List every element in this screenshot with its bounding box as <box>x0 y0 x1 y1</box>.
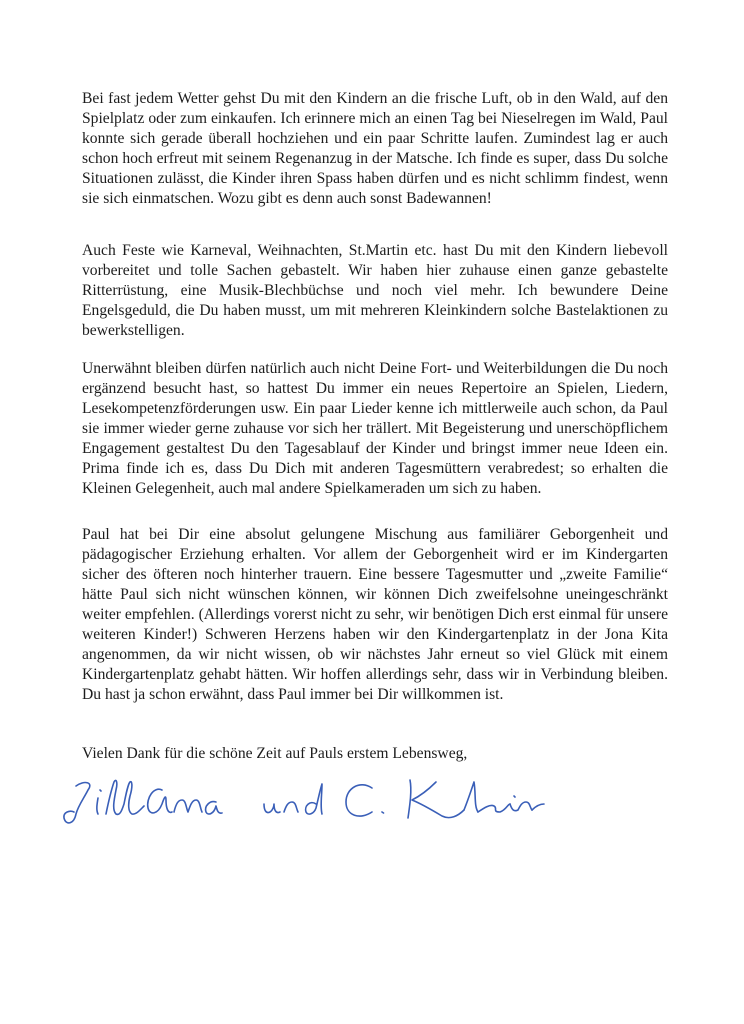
closing-line: Vielen Dank für die schöne Zeit auf Pauls erstem Lebensweg, <box>82 745 468 762</box>
paragraph-festivals: Auch Feste wie Karneval, Weihnachten, St.Martin etc. hast Du mit den Kindern liebevoll vorbereitet und tolle Sachen gebastelt. Wir haben hier zuhause einen ganze gebastelte Ritterrüstung, eine Musik-Blechbüchse und noch viel mehr. Ich bewundere Deine Engelsgeduld, die Du haben musst, um mit mehreren Kleinkindern solche Bastelaktionen zu bewerkstelligen. <box>82 242 668 339</box>
paragraph-training: Unerwähnt bleiben dürfen natürlich auch nicht Deine Fort- und Weiterbildungen die Du noch ergänzend besucht hast, so hattest Du immer ein neues Repertoire an Spielen, Liedern, Lesekompetenzförderungen usw. Ein paar Lieder kenne ich mittlerweile auch schon, da Paul sie immer wieder gerne zuhause vor sich her trällert. Mit Begeisterung und unerschöpflichem Engagement gestaltest Du den Tagesablauf der Kinder und bringst immer neue Ideen ein. Prima finde ich es, dass Du Dich mit anderen Tagesmüttern verabredest; so erhalten die Kleinen Gelegenheit, auch mal andere Spielkameraden um sich zu haben. <box>82 360 668 497</box>
paragraph-kindergarten: Paul hat bei Dir eine absolut gelungene Mischung aus familiärer Geborgenheit und pädagogischer Erziehung erhalten. Vor allem der Geborgenheit wird er im Kindergarten sicher des öfteren noch hinterher trauern. Eine bessere Tagesmutter und „zweite Familie“ hätte Paul sich nicht wünschen können, wir können Dich zweifelsohne uneingeschränkt weiter empfehlen. (Allerdings vorerst nicht zu sehr, wir benötigen Dich erst einmal für unsere weiteren Kinder!) Schweren Herzens haben wir den Kindergartenplatz in der Jona Kita angenommen, da wir nicht wissen, ob wir nächstes Jahr erneut so viel Glück mit einem Kindergartenplatz gehabt hätten. Wir hoffen allerdings sehr, dass wir in Verbindung bleiben. Du hast ja schon erwähnt, dass Paul immer bei Dir willkommen ist. <box>82 526 668 703</box>
paragraph-outdoor: Bei fast jedem Wetter gehst Du mit den Kindern an die frische Luft, ob in den Wald, auf den Spielplatz oder zum einkaufen. Ich erinnere mich an einen Tag bei Nieselregen im Wald, Paul konnte sich gerade überall hochziehen und ein paar Schritte laufen. Zumindest lag er auch schon hoch erfreut mit seinem Regenanzug in der Matsche. Ich finde es super, dass Du solche Situationen zulässt, die Kinder ihren Spass haben dürfen und es nicht schlimm findest, wenn sie sich einmatschen. Wozu gibt es denn auch sonst Badewannen! <box>82 90 668 207</box>
handwritten-signature <box>54 760 574 840</box>
